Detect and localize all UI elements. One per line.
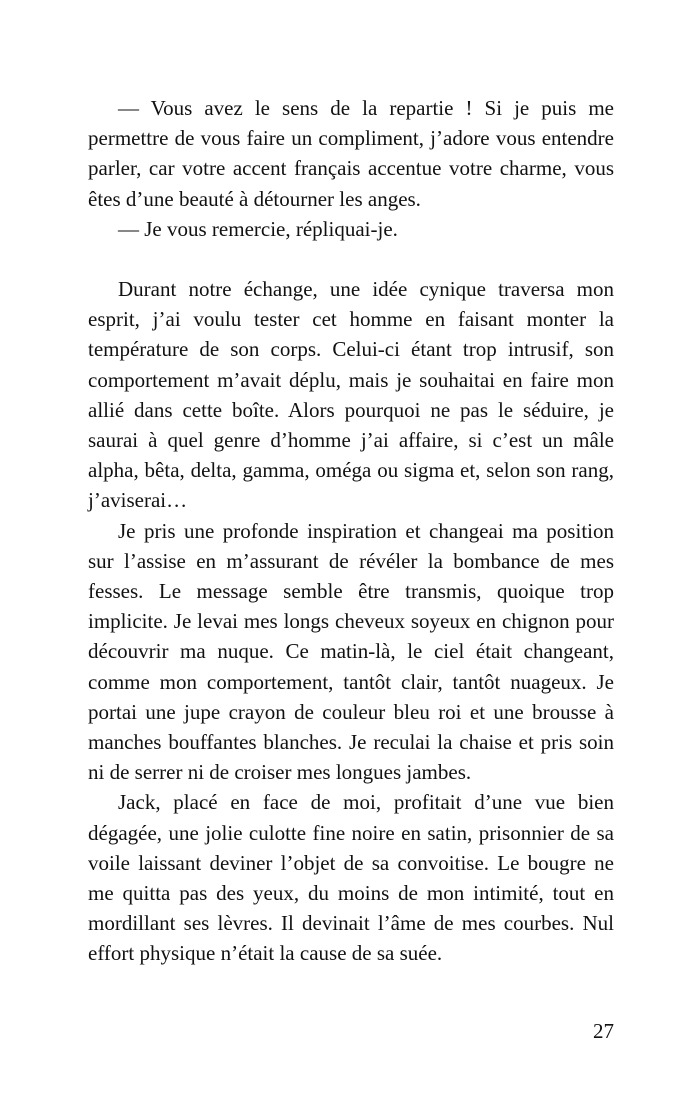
dialogue-paragraph-compliment: — Vous avez le sens de la repartie ! Si je puis me permettre de vous faire un compliment, j’adore vous entendre parler, car votre accent français accentue votre charme, vous êtes d’une beauté à détourner les anges. — [88, 96, 614, 211]
section-break — [88, 244, 614, 274]
page-number: 27 — [593, 1019, 614, 1043]
book-page-text — [88, 93, 614, 969]
narrative-paragraph: Je pris une profonde inspiration et changeai ma position sur l’assise en m’assurant de révéler la bombance de mes fesses. Le message semble être transmis, quoique trop implicite. Je levai mes longs cheveux soyeux en chignon pour découvrir ma nuque. Ce matin-là, le ciel était changeant, comme mon comportement, tantôt clair, tantôt nuageux. Je portai une jupe crayon de couleur bleu roi et une brousse à manches bouffantes blanches. Je reculai la chaise et pris soin ni de serrer ni de croiser mes longues jambes. — [88, 518, 614, 785]
narrative-paragraph: Durant notre échange, une idée cynique traversa mon esprit, j’ai voulu tester cet homme en faisant monter la température de son corps. Celui-ci étant trop intrusif, son comportement m’avait déplu, mais je souhaitai en faire mon allié dans cette boîte. Alors pourquoi ne pas le séduire, je saurai à quel genre d’homme j’ai affaire, si c’est un mâle alpha, bêta, delta, gamma, oméga ou sigma et, selon son rang, j’aviserai… — [88, 277, 614, 513]
dialogue-paragraph-reply: — Je vous remercie, répliquai-je. — [118, 216, 398, 241]
narrative-paragraph: Jack, placé en face de moi, profitait d’une vue bien dégagée, une jolie culotte fine noire en satin, prisonnier de sa voile laissant deviner l’objet de sa convoitise. Le bougre ne me quitta pas des yeux, du moins de mon intimité, tout en mordillant ses lèvres. Il devinait l’âme de mes courbes. Nul effort physique n’était la cause de sa suée. — [88, 790, 614, 966]
